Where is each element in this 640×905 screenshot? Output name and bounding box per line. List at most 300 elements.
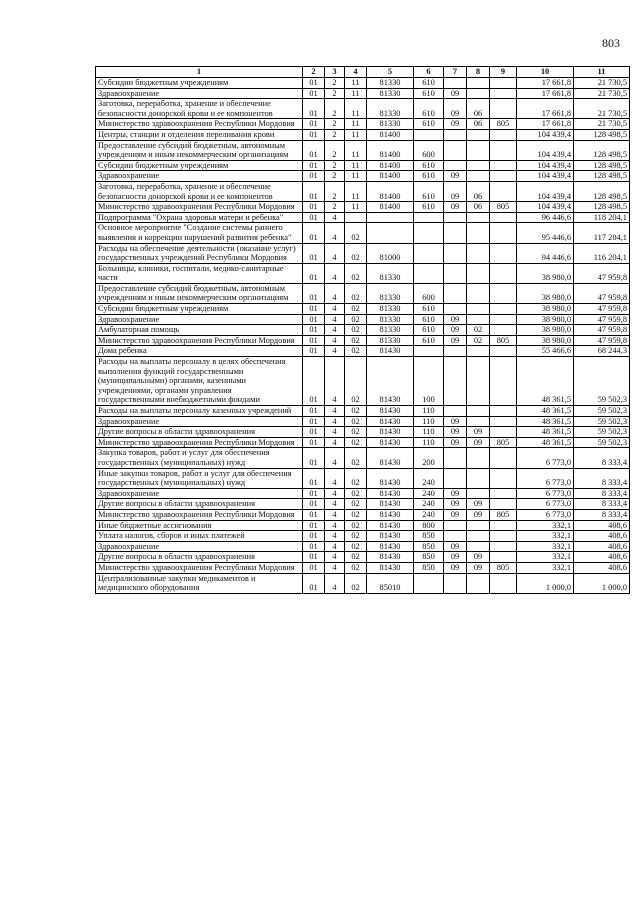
row-value-cell: 48 361,5 bbox=[517, 427, 574, 438]
row-value-cell bbox=[467, 304, 490, 315]
column-header: 11 bbox=[574, 67, 630, 78]
table-row bbox=[96, 212, 630, 223]
row-value-cell: 11 bbox=[345, 99, 367, 119]
row-name-cell: Здравоохранение bbox=[96, 88, 303, 99]
row-value-cell bbox=[444, 263, 467, 283]
row-value-cell: 01 bbox=[303, 212, 325, 223]
table-row bbox=[96, 488, 630, 499]
table-row bbox=[96, 78, 630, 89]
row-value-cell: 408,6 bbox=[574, 552, 630, 563]
row-name-cell: Другие вопросы в области здравоохранения bbox=[96, 552, 303, 563]
row-value-cell: 59 502,3 bbox=[574, 416, 630, 427]
row-value-cell: 240 bbox=[414, 488, 444, 499]
row-value-cell: 610 bbox=[414, 99, 444, 119]
row-value-cell bbox=[414, 573, 444, 593]
row-value-cell: 332,1 bbox=[517, 562, 574, 573]
row-name-cell: Министерство здравоохранения Республики Мордовия bbox=[96, 437, 303, 448]
row-value-cell: 4 bbox=[325, 509, 345, 520]
row-value-cell: 81330 bbox=[367, 314, 414, 325]
row-value-cell: 02 bbox=[345, 448, 367, 468]
row-value-cell: 4 bbox=[325, 263, 345, 283]
row-value-cell: 09 bbox=[444, 416, 467, 427]
row-value-cell: 38 980,0 bbox=[517, 304, 574, 315]
row-value-cell bbox=[467, 171, 490, 182]
row-value-cell: 01 bbox=[303, 448, 325, 468]
row-value-cell bbox=[467, 531, 490, 542]
row-value-cell bbox=[467, 78, 490, 89]
row-value-cell: 850 bbox=[414, 552, 444, 563]
row-value-cell: 38 980,0 bbox=[517, 314, 574, 325]
row-value-cell bbox=[467, 160, 490, 171]
row-value-cell: 02 bbox=[345, 437, 367, 448]
row-value-cell: 1 000,0 bbox=[517, 573, 574, 593]
row-value-cell: 02 bbox=[467, 325, 490, 336]
row-value-cell bbox=[444, 243, 467, 263]
row-value-cell: 01 bbox=[303, 562, 325, 573]
row-value-cell bbox=[467, 223, 490, 243]
row-value-cell bbox=[490, 140, 517, 160]
row-value-cell: 81330 bbox=[367, 283, 414, 303]
row-value-cell: 2 bbox=[325, 99, 345, 119]
table-row bbox=[96, 416, 630, 427]
row-value-cell bbox=[490, 448, 517, 468]
row-value-cell: 116 204,1 bbox=[574, 243, 630, 263]
row-value-cell: 1 000,0 bbox=[574, 573, 630, 593]
row-value-cell: 01 bbox=[303, 416, 325, 427]
row-value-cell: 4 bbox=[325, 427, 345, 438]
table-row bbox=[96, 243, 630, 263]
row-value-cell: 02 bbox=[345, 304, 367, 315]
row-value-cell: 01 bbox=[303, 99, 325, 119]
row-value-cell bbox=[467, 283, 490, 303]
row-value-cell: 4 bbox=[325, 212, 345, 223]
row-value-cell: 4 bbox=[325, 562, 345, 573]
row-value-cell: 8 333,4 bbox=[574, 468, 630, 488]
row-value-cell: 21 730,5 bbox=[574, 99, 630, 119]
row-value-cell: 01 bbox=[303, 140, 325, 160]
row-value-cell: 01 bbox=[303, 283, 325, 303]
row-value-cell: 4 bbox=[325, 552, 345, 563]
row-value-cell: 01 bbox=[303, 304, 325, 315]
row-value-cell bbox=[444, 468, 467, 488]
row-value-cell: 104 439,4 bbox=[517, 171, 574, 182]
row-value-cell: 01 bbox=[303, 181, 325, 201]
row-value-cell: 4 bbox=[325, 520, 345, 531]
row-value-cell: 81400 bbox=[367, 160, 414, 171]
row-value-cell: 8 333,4 bbox=[574, 509, 630, 520]
row-value-cell: 4 bbox=[325, 243, 345, 263]
row-value-cell bbox=[490, 325, 517, 336]
row-value-cell: 06 bbox=[467, 119, 490, 130]
row-value-cell bbox=[444, 520, 467, 531]
table-row bbox=[96, 202, 630, 213]
row-value-cell bbox=[490, 88, 517, 99]
row-value-cell: 81330 bbox=[367, 99, 414, 119]
row-value-cell: 02 bbox=[345, 416, 367, 427]
row-value-cell bbox=[444, 304, 467, 315]
row-value-cell bbox=[414, 129, 444, 140]
row-value-cell: 200 bbox=[414, 448, 444, 468]
row-value-cell: 104 439,4 bbox=[517, 181, 574, 201]
row-name-cell: Здравоохранение bbox=[96, 416, 303, 427]
row-value-cell: 38 980,0 bbox=[517, 335, 574, 346]
row-value-cell: 01 bbox=[303, 263, 325, 283]
row-value-cell: 02 bbox=[467, 335, 490, 346]
row-value-cell: 02 bbox=[345, 427, 367, 438]
row-name-cell: Субсидии бюджетным учреждениям bbox=[96, 304, 303, 315]
row-value-cell: 01 bbox=[303, 437, 325, 448]
row-value-cell: 110 bbox=[414, 427, 444, 438]
row-value-cell: 100 bbox=[414, 357, 444, 406]
row-value-cell: 81430 bbox=[367, 406, 414, 417]
row-value-cell: 55 466,6 bbox=[517, 346, 574, 357]
row-value-cell: 09 bbox=[467, 427, 490, 438]
row-value-cell bbox=[444, 140, 467, 160]
row-value-cell: 81430 bbox=[367, 448, 414, 468]
table-row bbox=[96, 346, 630, 357]
row-value-cell: 81400 bbox=[367, 140, 414, 160]
row-value-cell: 17 661,8 bbox=[517, 119, 574, 130]
row-value-cell: 48 361,5 bbox=[517, 406, 574, 417]
row-value-cell: 11 bbox=[345, 88, 367, 99]
row-value-cell: 11 bbox=[345, 181, 367, 201]
row-value-cell bbox=[467, 263, 490, 283]
row-value-cell: 4 bbox=[325, 357, 345, 406]
row-value-cell bbox=[444, 160, 467, 171]
row-value-cell: 104 439,4 bbox=[517, 202, 574, 213]
row-value-cell: 2 bbox=[325, 160, 345, 171]
row-value-cell: 610 bbox=[414, 78, 444, 89]
row-value-cell bbox=[490, 416, 517, 427]
row-value-cell: 02 bbox=[345, 488, 367, 499]
row-value-cell: 81430 bbox=[367, 468, 414, 488]
row-value-cell: 01 bbox=[303, 88, 325, 99]
row-value-cell bbox=[367, 223, 414, 243]
row-value-cell: 01 bbox=[303, 531, 325, 542]
row-name-cell: Министерство здравоохранения Республики Мордовия bbox=[96, 509, 303, 520]
row-value-cell: 09 bbox=[444, 335, 467, 346]
row-value-cell: 02 bbox=[345, 509, 367, 520]
row-value-cell bbox=[490, 357, 517, 406]
row-value-cell: 06 bbox=[467, 202, 490, 213]
table-row bbox=[96, 573, 630, 593]
row-value-cell: 81430 bbox=[367, 531, 414, 542]
row-value-cell: 4 bbox=[325, 223, 345, 243]
table-row bbox=[96, 448, 630, 468]
row-value-cell bbox=[490, 99, 517, 119]
row-value-cell: 6 773,0 bbox=[517, 499, 574, 510]
table-body bbox=[96, 78, 630, 594]
row-value-cell bbox=[490, 243, 517, 263]
row-value-cell: 118 204,1 bbox=[574, 212, 630, 223]
table-row bbox=[96, 406, 630, 417]
row-value-cell: 01 bbox=[303, 541, 325, 552]
row-value-cell: 408,6 bbox=[574, 562, 630, 573]
row-value-cell: 81400 bbox=[367, 129, 414, 140]
row-value-cell: 117 204,1 bbox=[574, 223, 630, 243]
row-value-cell: 408,6 bbox=[574, 541, 630, 552]
row-value-cell: 850 bbox=[414, 541, 444, 552]
row-value-cell: 01 bbox=[303, 499, 325, 510]
row-value-cell bbox=[467, 212, 490, 223]
row-value-cell: 09 bbox=[444, 427, 467, 438]
row-value-cell bbox=[444, 357, 467, 406]
table-row bbox=[96, 223, 630, 243]
row-name-cell: Иные бюджетные ассигнования bbox=[96, 520, 303, 531]
row-value-cell: 81430 bbox=[367, 499, 414, 510]
row-value-cell: 805 bbox=[490, 119, 517, 130]
row-value-cell bbox=[490, 531, 517, 542]
row-value-cell: 2 bbox=[325, 88, 345, 99]
row-value-cell: 06 bbox=[467, 99, 490, 119]
row-value-cell: 09 bbox=[444, 488, 467, 499]
row-value-cell: 02 bbox=[345, 335, 367, 346]
row-value-cell bbox=[490, 488, 517, 499]
row-value-cell: 4 bbox=[325, 304, 345, 315]
row-value-cell bbox=[345, 212, 367, 223]
row-value-cell: 59 502,3 bbox=[574, 406, 630, 417]
row-value-cell: 09 bbox=[467, 562, 490, 573]
row-value-cell: 850 bbox=[414, 531, 444, 542]
row-value-cell bbox=[414, 243, 444, 263]
table-row bbox=[96, 314, 630, 325]
row-value-cell: 6 773,0 bbox=[517, 509, 574, 520]
row-value-cell bbox=[444, 573, 467, 593]
row-name-cell: Больницы, клиники, госпитали, медико-санитарные части bbox=[96, 263, 303, 283]
table-row bbox=[96, 499, 630, 510]
row-value-cell: 09 bbox=[444, 202, 467, 213]
row-value-cell: 110 bbox=[414, 406, 444, 417]
row-value-cell: 128 498,5 bbox=[574, 171, 630, 182]
row-value-cell: 02 bbox=[345, 541, 367, 552]
row-value-cell: 4 bbox=[325, 448, 345, 468]
row-name-cell: Уплата налогов, сборов и иных платежей bbox=[96, 531, 303, 542]
row-value-cell: 09 bbox=[467, 552, 490, 563]
row-value-cell: 59 502,3 bbox=[574, 357, 630, 406]
row-value-cell: 01 bbox=[303, 520, 325, 531]
row-value-cell: 17 661,8 bbox=[517, 88, 574, 99]
row-value-cell: 128 498,5 bbox=[574, 140, 630, 160]
row-value-cell: 81430 bbox=[367, 437, 414, 448]
table-row bbox=[96, 160, 630, 171]
row-value-cell: 47 959,8 bbox=[574, 283, 630, 303]
row-value-cell bbox=[467, 129, 490, 140]
table-row bbox=[96, 520, 630, 531]
row-value-cell: 332,1 bbox=[517, 541, 574, 552]
row-value-cell: 09 bbox=[444, 437, 467, 448]
row-value-cell bbox=[444, 283, 467, 303]
row-value-cell: 4 bbox=[325, 437, 345, 448]
row-value-cell: 805 bbox=[490, 335, 517, 346]
row-value-cell: 610 bbox=[414, 314, 444, 325]
row-value-cell: 59 502,3 bbox=[574, 427, 630, 438]
row-value-cell bbox=[490, 171, 517, 182]
row-value-cell: 11 bbox=[345, 129, 367, 140]
row-value-cell: 09 bbox=[444, 541, 467, 552]
row-value-cell: 6 773,0 bbox=[517, 468, 574, 488]
row-value-cell: 01 bbox=[303, 243, 325, 263]
row-value-cell: 95 446,6 bbox=[517, 223, 574, 243]
row-value-cell bbox=[490, 541, 517, 552]
row-value-cell: 48 361,5 bbox=[517, 416, 574, 427]
row-value-cell: 09 bbox=[444, 171, 467, 182]
row-value-cell: 8 333,4 bbox=[574, 448, 630, 468]
row-value-cell bbox=[467, 520, 490, 531]
row-value-cell: 17 661,8 bbox=[517, 78, 574, 89]
row-name-cell: Основное мероприятие "Создание системы раннего выявления и коррекции нарушений развития ребенка" bbox=[96, 223, 303, 243]
row-value-cell: 02 bbox=[345, 552, 367, 563]
row-value-cell bbox=[467, 357, 490, 406]
row-value-cell: 610 bbox=[414, 88, 444, 99]
table-row bbox=[96, 531, 630, 542]
row-value-cell bbox=[490, 160, 517, 171]
table-row bbox=[96, 304, 630, 315]
row-value-cell: 332,1 bbox=[517, 520, 574, 531]
row-value-cell bbox=[414, 223, 444, 243]
row-value-cell: 81430 bbox=[367, 509, 414, 520]
row-value-cell: 81430 bbox=[367, 357, 414, 406]
row-value-cell: 21 730,5 bbox=[574, 88, 630, 99]
row-value-cell: 610 bbox=[414, 181, 444, 201]
row-value-cell bbox=[444, 406, 467, 417]
column-header: 5 bbox=[367, 67, 414, 78]
row-value-cell bbox=[467, 468, 490, 488]
row-value-cell: 09 bbox=[444, 314, 467, 325]
row-value-cell bbox=[490, 129, 517, 140]
row-value-cell bbox=[490, 314, 517, 325]
row-value-cell: 02 bbox=[345, 406, 367, 417]
row-value-cell: 09 bbox=[467, 509, 490, 520]
row-value-cell bbox=[467, 541, 490, 552]
row-name-cell: Другие вопросы в области здравоохранения bbox=[96, 499, 303, 510]
row-value-cell: 104 439,4 bbox=[517, 129, 574, 140]
row-value-cell bbox=[490, 573, 517, 593]
row-value-cell bbox=[444, 531, 467, 542]
column-header: 2 bbox=[303, 67, 325, 78]
table-header-row bbox=[96, 67, 630, 78]
row-value-cell: 81330 bbox=[367, 88, 414, 99]
row-value-cell: 81430 bbox=[367, 488, 414, 499]
row-value-cell bbox=[467, 416, 490, 427]
table-row bbox=[96, 468, 630, 488]
row-value-cell bbox=[490, 552, 517, 563]
row-value-cell bbox=[490, 283, 517, 303]
row-value-cell: 332,1 bbox=[517, 552, 574, 563]
column-header: 9 bbox=[490, 67, 517, 78]
row-value-cell: 02 bbox=[345, 325, 367, 336]
row-value-cell: 02 bbox=[345, 357, 367, 406]
row-name-cell: Министерство здравоохранения Республики Мордовия bbox=[96, 202, 303, 213]
row-value-cell: 6 773,0 bbox=[517, 488, 574, 499]
row-value-cell: 01 bbox=[303, 552, 325, 563]
row-value-cell: 81430 bbox=[367, 427, 414, 438]
row-value-cell bbox=[490, 212, 517, 223]
row-value-cell: 68 244,3 bbox=[574, 346, 630, 357]
row-value-cell bbox=[444, 78, 467, 89]
row-value-cell: 11 bbox=[345, 78, 367, 89]
row-value-cell: 805 bbox=[490, 562, 517, 573]
row-name-cell: Расходы на выплаты персоналу в целях обеспечения выполнения функций государственными (муниципальными) органами, казенными учреждениями, органами управления государственными внебюджетными фондами bbox=[96, 357, 303, 406]
row-value-cell: 47 959,8 bbox=[574, 304, 630, 315]
row-value-cell: 4 bbox=[325, 488, 345, 499]
row-value-cell bbox=[490, 181, 517, 201]
table-row bbox=[96, 99, 630, 119]
row-value-cell: 81400 bbox=[367, 202, 414, 213]
row-value-cell: 81400 bbox=[367, 181, 414, 201]
row-name-cell: Здравоохранение bbox=[96, 488, 303, 499]
row-name-cell: Подпрограмма "Охрана здоровья матери и ребенка" bbox=[96, 212, 303, 223]
table-row bbox=[96, 88, 630, 99]
row-name-cell: Заготовка, переработка, хранение и обеспечение безопасности донорской крови и ее компонентов bbox=[96, 181, 303, 201]
row-value-cell bbox=[467, 488, 490, 499]
row-value-cell: 805 bbox=[490, 437, 517, 448]
row-value-cell: 805 bbox=[490, 202, 517, 213]
table-row bbox=[96, 562, 630, 573]
row-value-cell bbox=[467, 346, 490, 357]
row-value-cell: 332,1 bbox=[517, 531, 574, 542]
row-value-cell: 09 bbox=[467, 437, 490, 448]
row-value-cell: 240 bbox=[414, 509, 444, 520]
row-value-cell: 2 bbox=[325, 140, 345, 160]
row-value-cell: 01 bbox=[303, 509, 325, 520]
row-value-cell: 2 bbox=[325, 129, 345, 140]
row-value-cell: 11 bbox=[345, 171, 367, 182]
row-name-cell: Расходы на обеспечение деятельности (оказание услуг) государственных учреждений Республики Мордовия bbox=[96, 243, 303, 263]
row-value-cell: 240 bbox=[414, 468, 444, 488]
row-name-cell: Закупка товаров, работ и услуг для обеспечения государственных (муниципальных) нужд bbox=[96, 448, 303, 468]
row-name-cell: Расходы на выплаты персоналу казенных учреждений bbox=[96, 406, 303, 417]
row-value-cell: 8 333,4 bbox=[574, 499, 630, 510]
row-value-cell: 01 bbox=[303, 357, 325, 406]
page-number: 803 bbox=[602, 36, 620, 50]
row-value-cell: 128 498,5 bbox=[574, 202, 630, 213]
row-value-cell: 01 bbox=[303, 223, 325, 243]
row-value-cell: 81330 bbox=[367, 335, 414, 346]
row-value-cell: 4 bbox=[325, 406, 345, 417]
table-row bbox=[96, 181, 630, 201]
row-value-cell: 81330 bbox=[367, 325, 414, 336]
row-value-cell: 96 446,6 bbox=[517, 212, 574, 223]
row-value-cell: 4 bbox=[325, 499, 345, 510]
row-name-cell: Предоставление субсидий бюджетным, автономным учреждениям и иным некоммерческим организациям bbox=[96, 283, 303, 303]
row-value-cell: 11 bbox=[345, 119, 367, 130]
row-name-cell: Иные закупки товаров, работ и услуг для обеспечения государственных (муниципальных) нужд bbox=[96, 468, 303, 488]
row-value-cell: 01 bbox=[303, 573, 325, 593]
row-value-cell: 11 bbox=[345, 140, 367, 160]
row-value-cell: 805 bbox=[490, 509, 517, 520]
row-value-cell: 4 bbox=[325, 346, 345, 357]
row-value-cell: 06 bbox=[467, 181, 490, 201]
row-value-cell: 09 bbox=[444, 499, 467, 510]
row-value-cell bbox=[444, 448, 467, 468]
row-value-cell: 21 730,5 bbox=[574, 78, 630, 89]
row-value-cell: 48 361,5 bbox=[517, 437, 574, 448]
row-value-cell: 01 bbox=[303, 171, 325, 182]
row-value-cell: 610 bbox=[414, 202, 444, 213]
row-value-cell: 81330 bbox=[367, 304, 414, 315]
row-value-cell bbox=[490, 520, 517, 531]
row-value-cell: 600 bbox=[414, 140, 444, 160]
row-value-cell: 2 bbox=[325, 181, 345, 201]
row-name-cell: Здравоохранение bbox=[96, 541, 303, 552]
row-value-cell bbox=[490, 78, 517, 89]
row-value-cell: 09 bbox=[444, 99, 467, 119]
table-row bbox=[96, 541, 630, 552]
row-value-cell: 2 bbox=[325, 171, 345, 182]
row-value-cell bbox=[467, 406, 490, 417]
row-value-cell: 09 bbox=[444, 552, 467, 563]
row-value-cell: 408,6 bbox=[574, 520, 630, 531]
